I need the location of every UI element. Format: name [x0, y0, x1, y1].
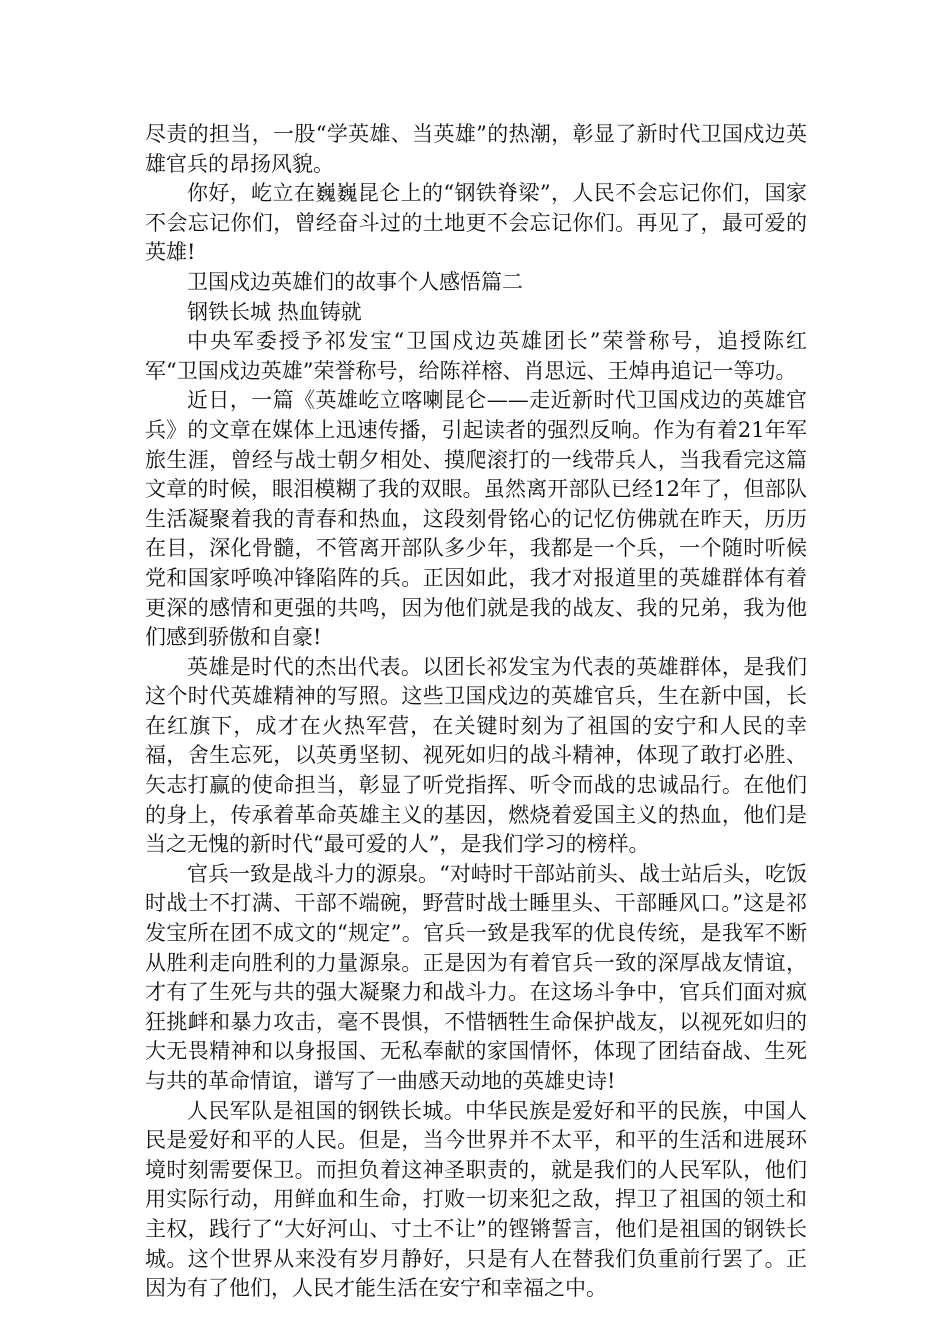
paragraph-continuation: 尽责的担当，一股“学英雄、当英雄”的热潮，彰显了新时代卫国戍边英雄官兵的昂扬风貌。 [145, 122, 807, 176]
section-subtitle: 钢铁长城 热血铸就 [187, 299, 362, 324]
paragraph-honors: 中央军委授予祁发宝“卫国戍边英雄团长”荣誉称号，追授陈红军“卫国戍边英雄”荣誉称号，给陈祥榕、肖思远、王焯冉追记一等功。 [145, 329, 807, 383]
paragraph-farewell: 你好，屹立在巍巍昆仑上的“钢铁脊梁”，人民不会忘记你们，国家不会忘记你们，曾经奋斗过的土地更不会忘记你们。再见了，最可爱的英雄! [145, 181, 807, 265]
paragraph-article-response: 近日，一篇《英雄屹立喀喇昆仑——走近新时代卫国戍边的英雄官兵》的文章在媒体上迅速传播，引起读者的强烈反响。作为有着21年军旅生涯，曾经与战士朝夕相处、摸爬滚打的一线带兵人，当我看完这篇文章的时候，眼泪模糊了我的双眼。虽然离开部队已经12年了，但部队生活凝聚着我的青春和热血，这段刻骨铭心的记忆仿佛就在昨天，历历在目，深化骨髓，不管离开部队多少年，我都是一个兵，一个随时听候党和国家呼唤冲锋陷阵的兵。正因如此，我才对报道里的英雄群体有着更深的感情和更强的共鸣，因为他们就是我的战友、我的兄弟，我为他们感到骄傲和自豪! [145, 388, 807, 650]
paragraph-heroes: 英雄是时代的杰出代表。以团长祁发宝为代表的英雄群体，是我们这个时代英雄精神的写照。这些卫国戍边的英雄官兵，生在新中国，长在红旗下，成才在火热军营，在关键时刻为了祖国的安宁和人民的幸福，舍生忘死，以英勇坚韧、视死如归的战斗精神，体现了敢打必胜、矢志打赢的使命担当，彰显了听党指挥、听令而战的忠诚品行。在他们的身上，传承着革命英雄主义的基因，燃烧着爱国主义的热血，他们是当之无愧的新时代“最可爱的人”，是我们学习的榜样。 [145, 654, 807, 857]
document-page [145, 120, 807, 1304]
paragraph-great-wall: 人民军队是祖国的钢铁长城。中华民族是爱好和平的民族，中国人民是爱好和平的人民。但是，当今世界并不太平，和平的生活和进展环境时刻需要保卫。而担负着这神圣职责的，就是我们的人民军队，他们用实际行动，用鲜血和生命，打败一切来犯之敌，捍卫了祖国的领土和主权，践行了“大好河山、寸土不让”的铿锵誓言，他们是祖国的钢铁长城。这个世界从来没有岁月静好，只是有人在替我们负重前行罢了。正因为有了他们，人民才能生活在安宁和幸福之中。 [145, 1098, 807, 1301]
paragraph-unity: 官兵一致是战斗力的源泉。“对峙时干部站前头、战士站后头，吃饭时战士不打满、干部不端碗，野营时战士睡里头、干部睡风口。”这是祁发宝所在团不成文的“规定”。官兵一致是我军的优良传统，是我军不断从胜利走向胜利的力量源泉。正是因为有着官兵一致的深厚战友情谊，才有了生死与共的强大凝聚力和战斗力。在这场斗争中，官兵们面对疯狂挑衅和暴力攻击，毫不畏惧，不惜牺牲生命保护战友，以视死如归的大无畏精神和以身报国、无私奉献的家国情怀，体现了团结奋战、生死与共的革命情谊，谱写了一曲感天动地的英雄史诗! [145, 861, 807, 1093]
section-title: 卫国戍边英雄们的故事个人感悟篇二 [187, 269, 523, 294]
